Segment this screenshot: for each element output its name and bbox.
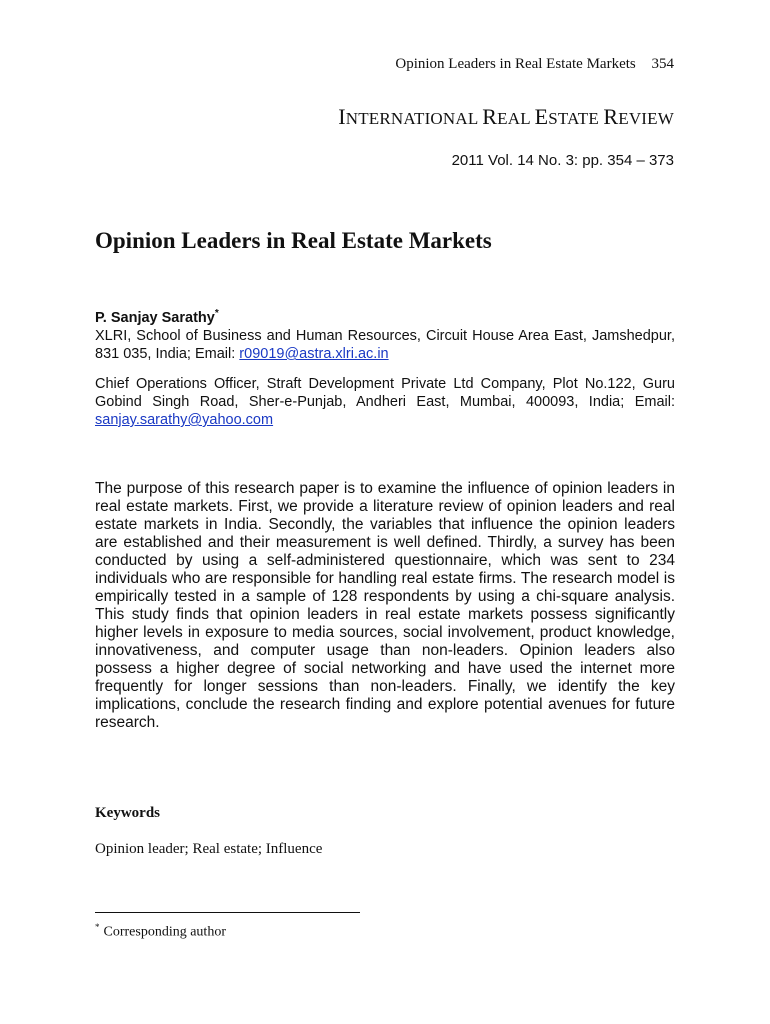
issue-info: 2011 Vol. 14 No. 3: pp. 354 – 373 [451,152,674,169]
affiliation-secondary [95,375,675,429]
journal-title-initial: R [482,104,498,129]
affiliation-primary [95,327,675,363]
footnote-marker: * [95,922,100,932]
affiliation-primary-text: XLRI, School of Business and Human Resources, Circuit House Area East, Jamshedpur, 831 035, India; Email: [95,328,675,362]
journal-title [338,104,674,130]
author-email-link-2[interactable]: sanjay.sarathy@yahoo.com [95,412,274,428]
journal-title-initial: E [534,104,549,129]
affiliation-secondary-text: Chief Operations Officer, Straft Development Private Ltd Company, Plot No.122, Guru Gobind Singh Road, Sher-e-Punjab, Andheri East, Mumbai, 400093, India; Email: [95,376,675,410]
author-name-text: P. Sanjay Sarathy [95,309,215,326]
journal-title-smallcaps: EVIEW [618,109,674,128]
journal-title-smallcaps: NTERNATIONAL [345,109,483,128]
footnote [95,922,226,941]
abstract-paragraph: The purpose of this research paper is to examine the influence of opinion leaders in real estate markets. First, we provide a literature review of opinion leaders and real estate markets in India. Secondly, the variables that influence the opinion leaders are established and their measurement is well defined. Thirdly, a survey has been conducted by using a self-administered questionnaire, which was sent to 234 individuals who are responsible for handling real estate firms. The research model is empirically tested in a sample of 128 respondents by using a chi-square analysis. This study finds that opinion leaders in real estate markets possess significantly higher levels in exposure to media sources, social involvement, product knowledge, innovativeness, and computer usage than non-leaders. Opinion leaders also possess a higher degree of social networking and have used the internet more frequently for longer sessions than non-leaders. Finally, we identify the key implications, conclude the research finding and explore potential avenues for future research. [95,480,675,731]
footnote-divider [95,912,360,913]
footnote-text: Corresponding author [103,924,226,940]
journal-title-initial: I [338,104,346,129]
author-email-link-1[interactable]: r09019@astra.xlri.ac.in [239,346,389,362]
page-number: 354 [651,56,674,72]
keywords-list: Opinion leader; Real estate; Influence [95,841,323,857]
running-title: Opinion Leaders in Real Estate Markets [395,56,636,72]
author-name [95,308,219,326]
corresponding-marker: * [214,308,219,319]
journal-title-smallcaps: EAL [497,109,535,128]
running-header [395,56,674,73]
journal-title-smallcaps: STATE [548,109,604,128]
journal-title-initial: R [603,104,619,129]
keywords-heading: Keywords [95,805,160,821]
paper-title: Opinion Leaders in Real Estate Markets [95,228,492,253]
